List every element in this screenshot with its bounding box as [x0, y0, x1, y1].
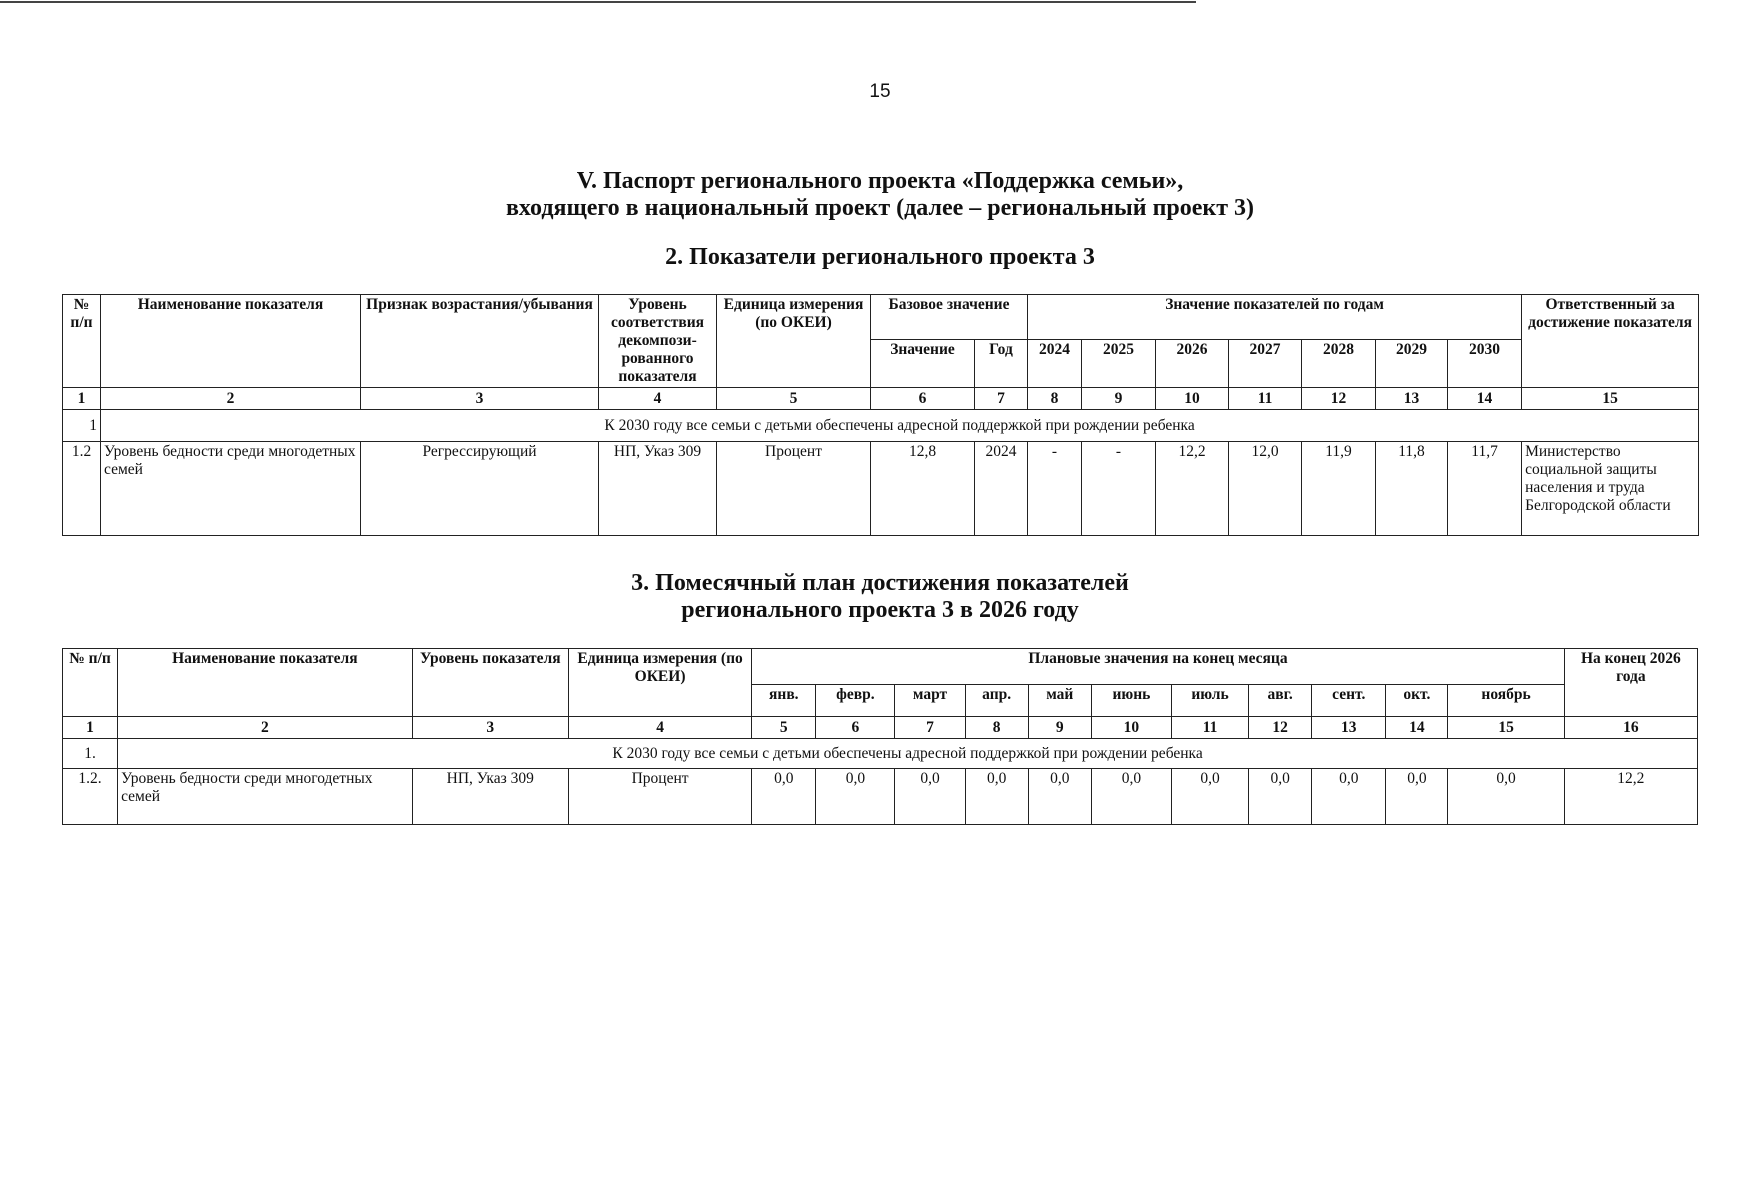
column-number: 1 [63, 388, 101, 410]
month-value: 0,0 [1249, 769, 1312, 825]
month-value: 0,0 [1312, 769, 1386, 825]
month-value: 0,0 [1028, 769, 1091, 825]
column-number: 11 [1229, 388, 1302, 410]
column-number: 2 [101, 388, 361, 410]
section-3-title-line-1: 3. Помесячный план достижения показателей [631, 570, 1129, 596]
column-number: 11 [1171, 717, 1248, 739]
table-row [63, 769, 1698, 825]
col-month-header: март [895, 685, 965, 717]
col-month-header: янв. [752, 685, 816, 717]
col-month-header: февр. [816, 685, 895, 717]
section-2-title: 2. Показатели регионального проекта 3 [665, 244, 1095, 270]
column-number: 4 [599, 388, 717, 410]
column-number: 2 [118, 717, 413, 739]
col-num-header: № п/п [63, 295, 101, 388]
column-number: 10 [1091, 717, 1171, 739]
col-unit-header: Единица измерения (по ОКЕИ) [568, 649, 751, 717]
trend-value: Регрессирующий [361, 442, 599, 536]
col-year-header: 2027 [1229, 340, 1302, 388]
col-month-header: сент. [1312, 685, 1386, 717]
level-value: НП, Указ 309 [599, 442, 717, 536]
table-row [63, 442, 1699, 536]
document-title-line-2: входящего в национальный проект (далее – региональный проект 3) [505, 195, 1255, 221]
indicator-name: Уровень бедности среди многодетных семей [118, 769, 413, 825]
row-number: 1.2 [63, 442, 101, 536]
column-number: 10 [1156, 388, 1229, 410]
col-month-header: май [1028, 685, 1091, 717]
col-month-header: июнь [1091, 685, 1171, 717]
col-trend-header: Признак возрастания/убывания [361, 295, 599, 388]
col-level-header: Уровень показателя [412, 649, 568, 717]
column-numbers-row [63, 388, 1699, 410]
col-num-header: № п/п [63, 649, 118, 717]
column-number: 13 [1312, 717, 1386, 739]
year-value: 12,0 [1229, 442, 1302, 536]
col-name-header: Наименование показателя [118, 649, 413, 717]
col-year-end-header: На конец 2026 года [1564, 649, 1697, 717]
col-year-header: 2025 [1082, 340, 1156, 388]
column-number: 1 [63, 717, 118, 739]
month-value: 0,0 [1448, 769, 1564, 825]
column-number: 3 [412, 717, 568, 739]
column-number: 14 [1386, 717, 1448, 739]
column-number: 7 [975, 388, 1028, 410]
level-value: НП, Указ 309 [412, 769, 568, 825]
row-number: 1.2. [63, 769, 118, 825]
document-title-line-1: V. Паспорт регионального проекта «Поддержка семьи», [576, 168, 1184, 194]
col-unit-header: Единица измерения (по ОКЕИ) [717, 295, 871, 388]
column-number: 4 [568, 717, 751, 739]
goal-number: 1. [63, 739, 118, 769]
column-numbers-row [63, 717, 1698, 739]
unit-value: Процент [717, 442, 871, 536]
goal-row [63, 410, 1699, 442]
col-responsible-header: Ответственный за достижение показателя [1522, 295, 1699, 388]
section-3-title-line-2: регионального проекта 3 в 2026 году [681, 597, 1079, 623]
responsible-value: Министерство социальной защиты населения и труда Белгородской области [1522, 442, 1699, 536]
month-value: 0,0 [1386, 769, 1448, 825]
column-number: 7 [895, 717, 965, 739]
page-number: 15 [869, 81, 891, 102]
year-value: - [1028, 442, 1082, 536]
column-number: 16 [1564, 717, 1697, 739]
column-number: 15 [1448, 717, 1564, 739]
col-year-header: 2024 [1028, 340, 1082, 388]
column-number: 3 [361, 388, 599, 410]
month-value: 0,0 [752, 769, 816, 825]
column-number: 12 [1249, 717, 1312, 739]
col-base-year-header: Год [975, 340, 1028, 388]
col-year-header: 2030 [1448, 340, 1522, 388]
column-number: 13 [1376, 388, 1448, 410]
col-month-header: авг. [1249, 685, 1312, 717]
col-name-header: Наименование показателя [101, 295, 361, 388]
col-month-header: июль [1171, 685, 1248, 717]
header-row-1 [63, 295, 1699, 340]
goal-row [63, 739, 1698, 769]
col-month-header: апр. [965, 685, 1028, 717]
col-month-header: окт. [1386, 685, 1448, 717]
month-value: 0,0 [1171, 769, 1248, 825]
goal-number: 1 [63, 410, 101, 442]
column-number: 8 [1028, 388, 1082, 410]
col-level-header: Уровень соответствия декомпози-рованного показателя [599, 295, 717, 388]
column-number: 6 [816, 717, 895, 739]
column-number: 15 [1522, 388, 1699, 410]
month-value: 0,0 [816, 769, 895, 825]
month-value: 0,0 [965, 769, 1028, 825]
column-number: 8 [965, 717, 1028, 739]
col-year-header: 2026 [1156, 340, 1229, 388]
indicator-name: Уровень бедности среди многодетных семей [101, 442, 361, 536]
col-base-value-header: Значение [871, 340, 975, 388]
indicators-table [62, 294, 1699, 536]
column-number: 9 [1082, 388, 1156, 410]
month-value: 0,0 [895, 769, 965, 825]
year-end-value: 12,2 [1564, 769, 1697, 825]
header-row-1 [63, 649, 1698, 685]
column-number: 12 [1302, 388, 1376, 410]
goal-text: К 2030 году все семьи с детьми обеспечены адресной поддержкой при рождении ребенка [118, 739, 1698, 769]
column-number: 5 [752, 717, 816, 739]
col-months-group-header: Плановые значения на конец месяца [752, 649, 1564, 685]
col-month-header: ноябрь [1448, 685, 1564, 717]
col-base-header: Базовое значение [871, 295, 1028, 340]
col-years-group-header: Значение показателей по годам [1028, 295, 1522, 340]
column-number: 14 [1448, 388, 1522, 410]
year-value: - [1082, 442, 1156, 536]
year-value: 11,8 [1376, 442, 1448, 536]
column-number: 5 [717, 388, 871, 410]
month-value: 0,0 [1091, 769, 1171, 825]
top-border-line [0, 1, 1196, 3]
base-value: 12,8 [871, 442, 975, 536]
col-year-header: 2029 [1376, 340, 1448, 388]
col-year-header: 2028 [1302, 340, 1376, 388]
column-number: 9 [1028, 717, 1091, 739]
year-value: 12,2 [1156, 442, 1229, 536]
base-year-value: 2024 [975, 442, 1028, 536]
year-value: 11,7 [1448, 442, 1522, 536]
column-number: 6 [871, 388, 975, 410]
unit-value: Процент [568, 769, 751, 825]
goal-text: К 2030 году все семьи с детьми обеспечены адресной поддержкой при рождении ребенка [101, 410, 1699, 442]
monthly-plan-table [62, 648, 1698, 825]
year-value: 11,9 [1302, 442, 1376, 536]
